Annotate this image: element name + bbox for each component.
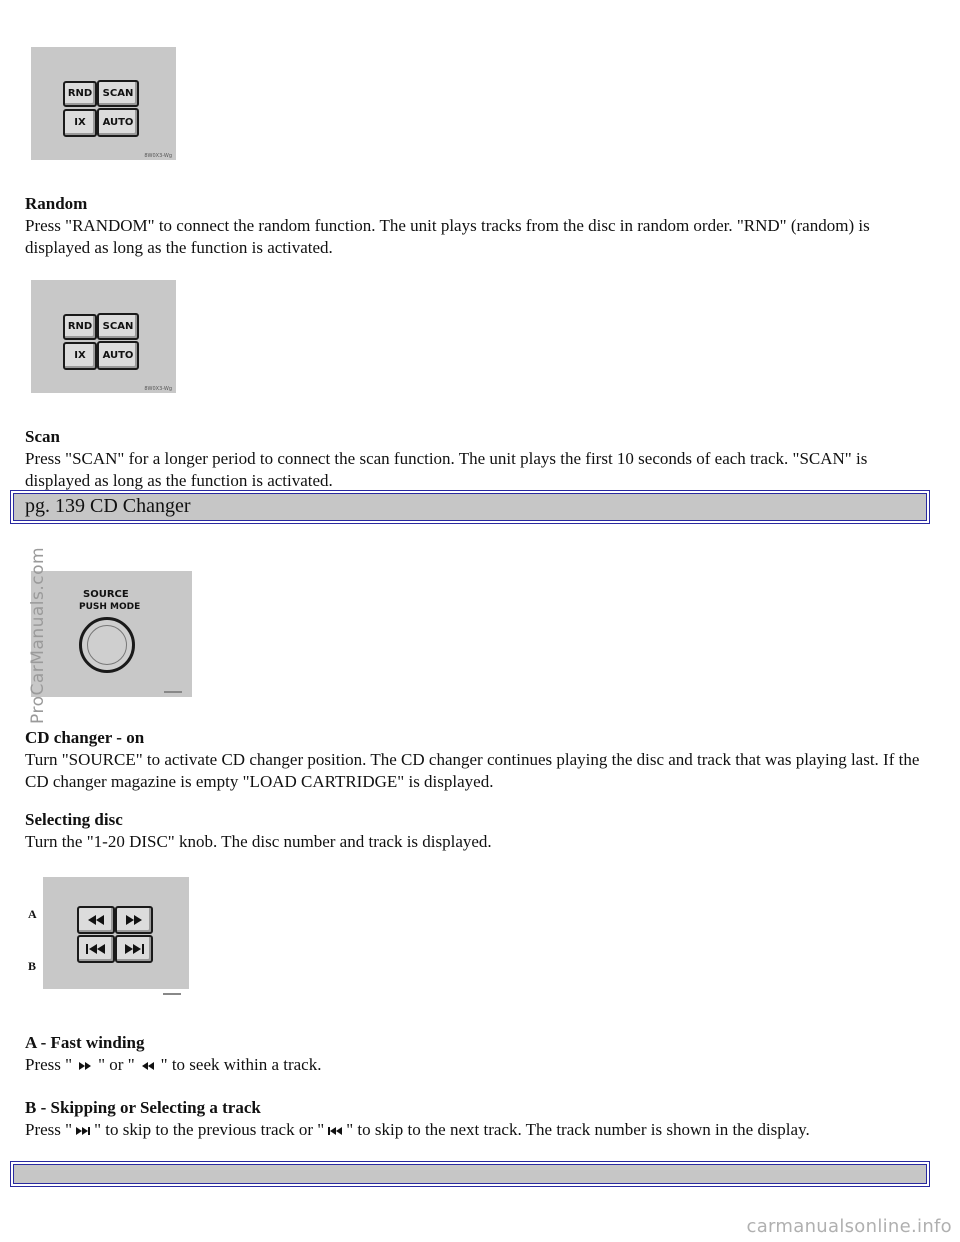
page-header-title: pg. 139 CD Changer (25, 495, 191, 517)
skip-forward-icon (72, 1126, 94, 1136)
skip-forward-button-image (115, 935, 153, 963)
figure-code: 8W0X3-Wg (144, 386, 172, 392)
random-heading: Random (25, 194, 88, 213)
cd-on-section (25, 727, 925, 793)
cd-on-heading: CD changer - on (25, 728, 145, 747)
figure-mark (163, 993, 181, 995)
rewind-button-image (77, 906, 115, 934)
label-b: B (28, 959, 37, 973)
random-body: Press "RANDOM" to connect the random function. The unit plays tracks from the disc in random order. "RND" (random) is displayed as long as the function is activated. (25, 216, 870, 257)
fast-forward-button-image (115, 906, 153, 934)
footer-watermark: carmanualsonline.info (746, 1216, 952, 1237)
rewind-icon (135, 1061, 161, 1071)
source-knob-icon (79, 617, 135, 673)
rnd-button-image: RND (63, 81, 97, 107)
side-watermark: ProCarManuals.com (28, 546, 48, 724)
rnd-scan-figure-1 (31, 47, 176, 160)
skip-back-icon (324, 1126, 346, 1136)
wind-skip-figure (43, 877, 189, 989)
push-mode-label: PUSH MODE (79, 602, 141, 612)
fast-wind-body: Press " " or " " to seek within a track. (25, 1055, 322, 1074)
skip-heading: B - Skipping or Selecting a track (25, 1098, 261, 1117)
skip-section (25, 1097, 925, 1141)
scan-body: Press "SCAN" for a longer period to connect the scan function. The unit plays the first 10 seconds of each track. "SCAN" is displayed as long as the function is activated. (25, 449, 868, 490)
label-a: A (28, 907, 37, 921)
fast-wind-heading: A - Fast winding (25, 1033, 145, 1052)
source-label: SOURCE (83, 589, 129, 600)
fast-forward-icon (72, 1061, 98, 1071)
select-disc-body: Turn the "1-20 DISC" knob. The disc number and track is displayed. (25, 832, 492, 851)
cd-on-body: Turn "SOURCE" to activate CD changer position. The CD changer continues playing the disc and track that was playing last. If the CD changer magazine is empty "LOAD CARTRIDGE" is displayed. (25, 750, 920, 791)
figure-mark (164, 691, 182, 693)
rnd-button-image: RND (63, 314, 97, 340)
select-disc-heading: Selecting disc (25, 810, 123, 829)
auto-button-image: AUTO (97, 108, 139, 137)
scan-button-image: SCAN (97, 313, 139, 340)
footer-bar (10, 1161, 930, 1187)
select-disc-section (25, 809, 925, 853)
source-knob-figure (31, 571, 192, 697)
tp-button-image: IX (63, 342, 97, 370)
fast-wind-section (25, 1032, 925, 1076)
scan-section (25, 426, 925, 492)
auto-button-image: AUTO (97, 341, 139, 370)
page-header-bar (10, 490, 930, 524)
tp-button-image: IX (63, 109, 97, 137)
scan-button-image: SCAN (97, 80, 139, 107)
skip-back-button-image (77, 935, 115, 963)
scan-heading: Scan (25, 427, 60, 446)
skip-body: Press " " to skip to the previous track or " " to skip to the next track. The track number is shown in the display. (25, 1120, 810, 1139)
random-section (25, 193, 925, 259)
figure-code: 8W0X3-Wg (144, 153, 172, 159)
rnd-scan-figure-2 (31, 280, 176, 393)
